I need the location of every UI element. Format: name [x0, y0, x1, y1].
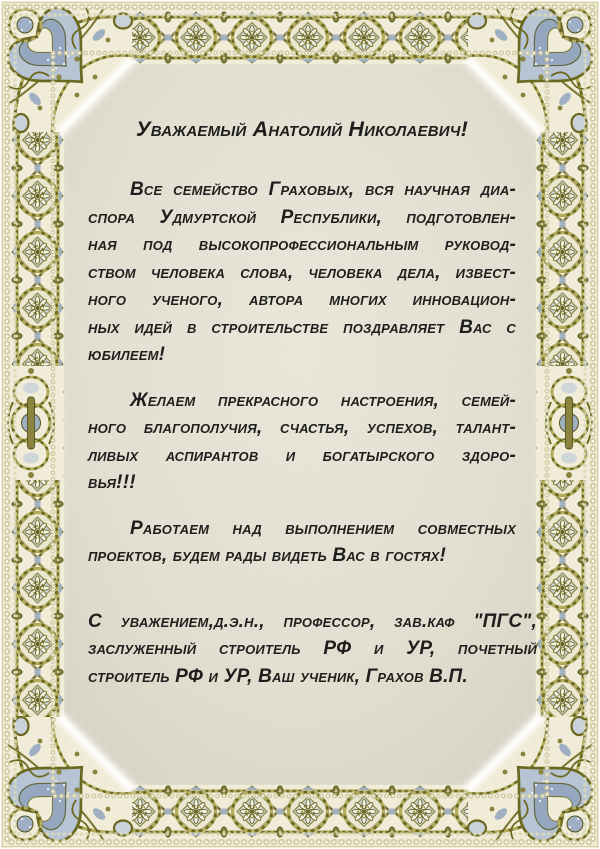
letter-body: [64, 64, 536, 785]
text-line: ством человека слова, человека дела, извест-: [88, 261, 516, 283]
text-line: Работаем над выполнением совместных: [130, 517, 516, 539]
text-line: Все семейство Граховых, вся научная диа-: [130, 179, 516, 200]
text-line: ных идей в строительстве поздравляет Вас с: [88, 316, 516, 338]
text-line: проектов, будем рады видеть Вас в гостях!: [88, 545, 446, 566]
paragraph-projects: [88, 515, 516, 570]
text-line: Желаем прекрасного настроения, семей-: [130, 389, 516, 411]
paragraph-congratulation: [88, 176, 516, 369]
text-line: С уважением,д.э.н., профессор, зав.каф "ПГС",: [88, 610, 537, 632]
text-line: вья!!!: [88, 472, 136, 493]
salutation: Уважаемый Анатолий Николаевич!: [136, 117, 468, 141]
text-line: ного благополучия, счастья, успехов, талант-: [88, 417, 516, 438]
paragraph-wishes: [88, 387, 516, 497]
text-line: ного ученого, автора многих инновацион-: [88, 289, 516, 310]
text-line: юбилеем!: [88, 344, 166, 365]
text-line: ливых аспирантов и богатырского здоро-: [88, 444, 516, 466]
text-line: заслуженный строитель РФ и УР, почетный: [88, 638, 537, 659]
signature-block: [88, 608, 537, 691]
text-line: спора Удмуртской Республики, подготовлен-: [88, 206, 516, 228]
text-line: строитель РФ и УР, Ваш ученик, Грахов В.П.: [88, 665, 468, 687]
text-line: ная под высокопрофессиональным руковод-: [88, 234, 516, 255]
